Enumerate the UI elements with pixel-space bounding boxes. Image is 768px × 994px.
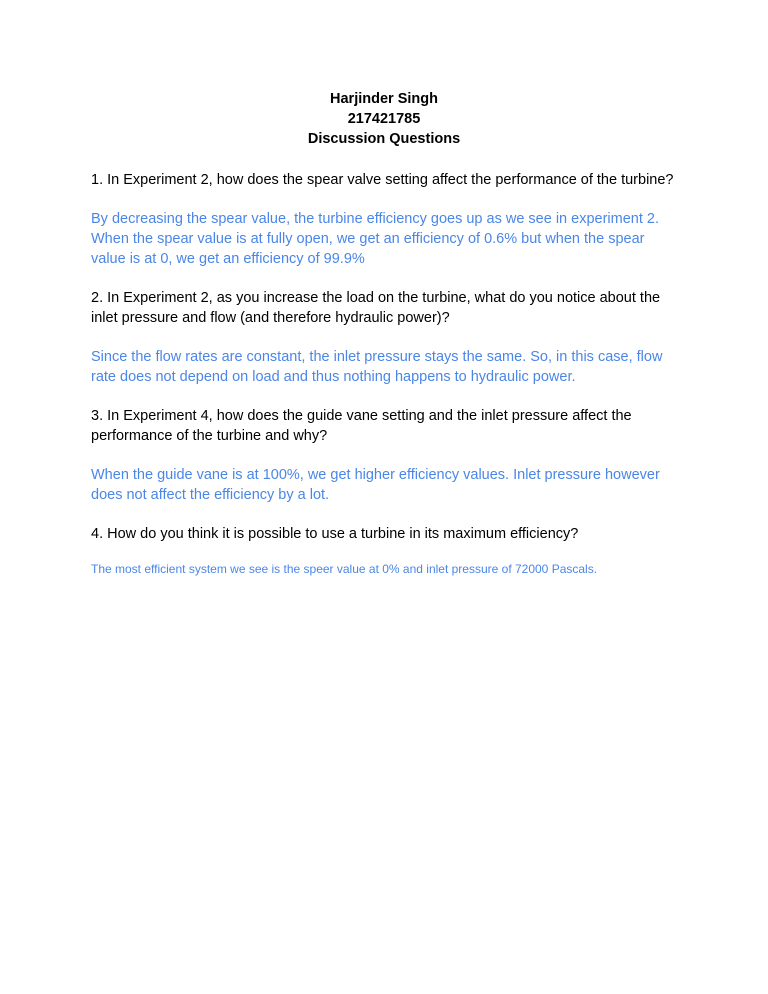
document-title: Discussion Questions	[307, 131, 461, 147]
answer-2: Since the flow rates are constant, the inlet pressure stays the same. So, in this case, flow rate does not depend on load and thus nothing happens to hydraulic power.	[91, 349, 663, 385]
answer-3: When the guide vane is at 100%, we get higher efficiency values. Inlet pressure however does not affect the efficiency by a lot.	[91, 467, 660, 503]
document-header	[0, 89, 768, 149]
question-2: 2. In Experiment 2, as you increase the load on the turbine, what do you notice about the inlet pressure and flow (and therefore hydraulic power)?	[91, 290, 661, 326]
answer-4: The most efficient system we see is the speer value at 0% and inlet pressure of 72000 Pascals.	[91, 562, 598, 576]
student-id: 217421785	[347, 111, 421, 127]
question-1: 1. In Experiment 2, how does the spear valve setting affect the performance of the turbine?	[91, 172, 674, 188]
question-3: 3. In Experiment 4, how does the guide vane setting and the inlet pressure affect the performance of the turbine and why?	[91, 408, 632, 444]
question-4: 4. How do you think it is possible to use a turbine in its maximum efficiency?	[91, 526, 579, 542]
answer-1: By decreasing the spear value, the turbine efficiency goes up as we see in experiment 2. When the spear value is at fully open, we get an efficiency of 0.6% but when the spear value is at 0, we get an efficiency of 99.9%	[91, 211, 659, 267]
author-name: Harjinder Singh	[330, 91, 438, 107]
document-body	[91, 170, 681, 577]
